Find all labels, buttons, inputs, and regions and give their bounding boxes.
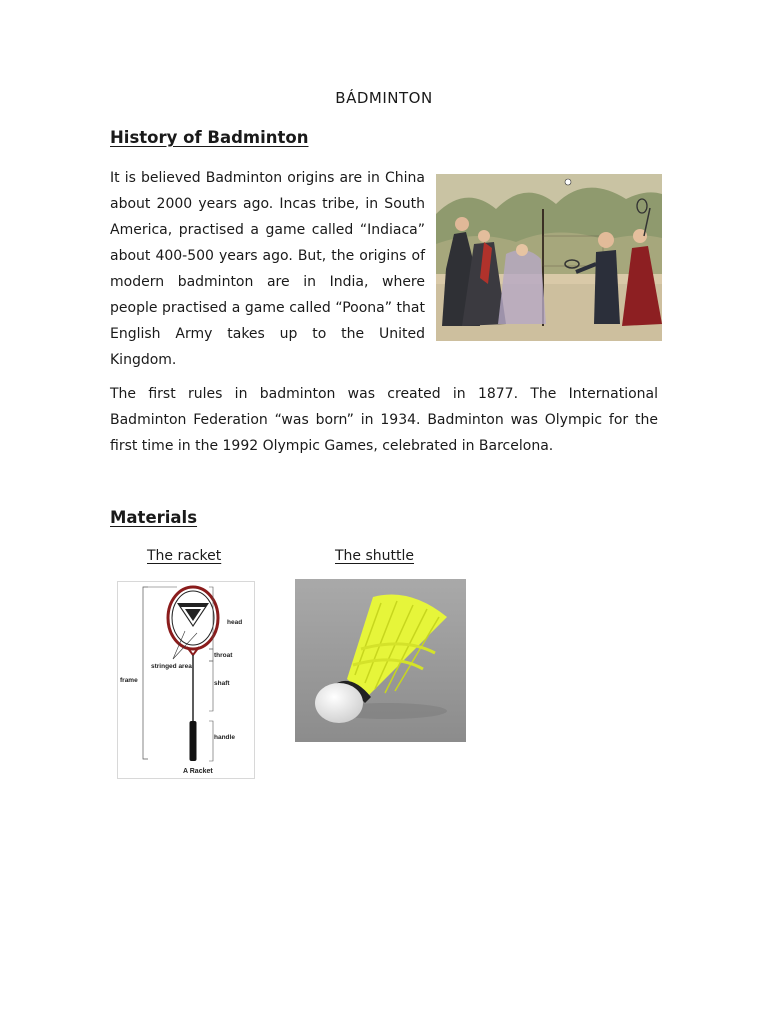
label-throat: throat — [214, 652, 233, 659]
shuttlecock-photo — [295, 579, 466, 742]
label-frame: frame — [120, 677, 138, 684]
history-heading: History of Badminton — [110, 128, 309, 147]
materials-heading: Materials — [110, 508, 198, 527]
racket-diagram — [117, 581, 255, 779]
label-shaft: shaft — [214, 680, 230, 687]
label-racket-caption: A Racket — [183, 768, 213, 775]
history-paragraph-2: The first rules in badminton was created in 1877. The International Badminton Federation “was born” in 1934. Badminton was Olympic for the first time in the 1992 Olympic Games, celebrated in Barcelona. — [110, 386, 658, 454]
history-paragraph-1: It is believed Badminton origins are in China about 2000 years ago. Incas tribe, in South America, practised a game called “Indiaca” about 400-500 years ago. But, the origins of modern badminton are in India, where people practised a game called “Poona” that English Army takes up to the United Kingdom. — [110, 170, 425, 368]
label-handle: handle — [214, 734, 235, 741]
label-head: head — [227, 619, 243, 626]
historical-illustration — [436, 174, 662, 341]
document-title: BÁDMINTON — [335, 89, 433, 107]
label-stringed-area: stringed area — [151, 663, 192, 670]
racket-caption: The racket — [147, 548, 222, 564]
shuttle-caption: The shuttle — [335, 548, 415, 564]
